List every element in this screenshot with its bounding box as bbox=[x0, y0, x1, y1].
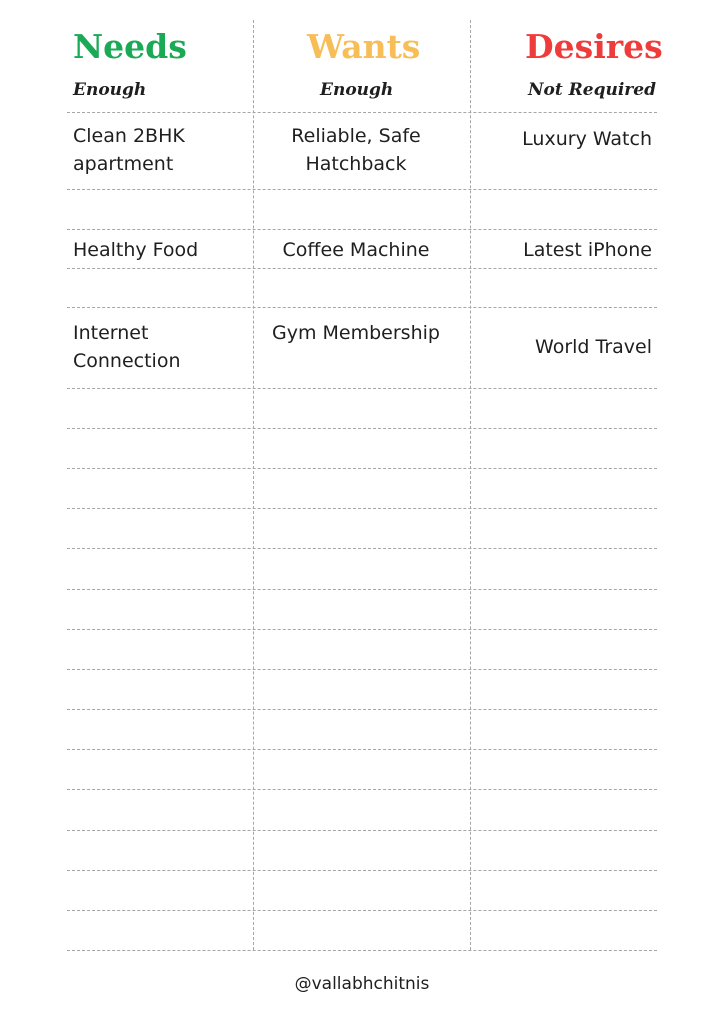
row-divider bbox=[67, 468, 657, 469]
wants-item: Gym Membership bbox=[272, 322, 440, 344]
needs-item: Clean 2BHK apartment bbox=[73, 125, 185, 175]
row-divider bbox=[67, 669, 657, 670]
row-divider bbox=[67, 870, 657, 871]
desires-subheading: Not Required bbox=[528, 80, 656, 100]
column-divider bbox=[470, 20, 471, 950]
row-divider bbox=[67, 229, 657, 230]
row-divider bbox=[67, 589, 657, 590]
row-divider bbox=[67, 749, 657, 750]
row-divider bbox=[67, 268, 657, 269]
wants-subheading: Enough bbox=[320, 80, 394, 100]
row-divider bbox=[67, 629, 657, 630]
row-divider bbox=[67, 508, 657, 509]
desires-heading: Desires bbox=[525, 27, 663, 66]
row-divider bbox=[67, 428, 657, 429]
row-divider bbox=[67, 307, 657, 308]
row-divider bbox=[67, 112, 657, 113]
column-divider bbox=[253, 20, 254, 950]
row-divider bbox=[67, 830, 657, 831]
desires-item: World Travel bbox=[535, 336, 652, 358]
author-handle: @vallabhchitnis bbox=[294, 974, 430, 994]
wants-heading: Wants bbox=[307, 27, 421, 66]
desires-item: Luxury Watch bbox=[522, 128, 652, 150]
needs-heading: Needs bbox=[73, 27, 187, 66]
desires-item: Latest iPhone bbox=[523, 239, 652, 261]
wants-item: Reliable, Safe Hatchback bbox=[291, 125, 421, 175]
row-divider bbox=[67, 189, 657, 190]
needs-item: Internet Connection bbox=[73, 322, 181, 372]
row-divider bbox=[67, 709, 657, 710]
row-divider bbox=[67, 388, 657, 389]
row-divider bbox=[67, 950, 657, 951]
row-divider bbox=[67, 548, 657, 549]
needs-subheading: Enough bbox=[73, 80, 147, 100]
wants-item: Coffee Machine bbox=[282, 239, 430, 261]
needs-item: Healthy Food bbox=[73, 239, 199, 261]
row-divider bbox=[67, 910, 657, 911]
row-divider bbox=[67, 789, 657, 790]
